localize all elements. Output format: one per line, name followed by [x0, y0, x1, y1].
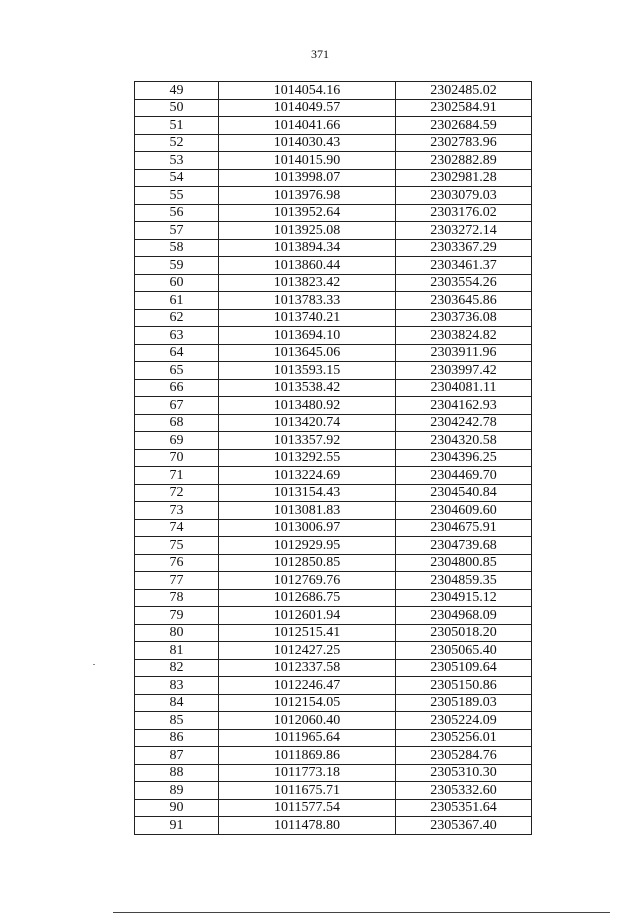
- y-coordinate-cell: 2305065.40: [396, 642, 532, 660]
- point-number-cell: 51: [135, 117, 219, 135]
- point-number-cell: 57: [135, 222, 219, 240]
- table-row: [135, 729, 532, 747]
- point-number-cell: 59: [135, 257, 219, 275]
- point-number-cell: 82: [135, 659, 219, 677]
- x-coordinate-cell: 1013976.98: [219, 187, 396, 205]
- y-coordinate-cell: 2305310.30: [396, 764, 532, 782]
- coordinates-table: [134, 81, 532, 835]
- table-row: [135, 467, 532, 485]
- table-row: [135, 572, 532, 590]
- point-number-cell: 65: [135, 362, 219, 380]
- y-coordinate-cell: 2302783.96: [396, 134, 532, 152]
- table-row: [135, 117, 532, 135]
- y-coordinate-cell: 2303911.96: [396, 344, 532, 362]
- table-row: [135, 257, 532, 275]
- point-number-cell: 85: [135, 712, 219, 730]
- y-coordinate-cell: 2304609.60: [396, 502, 532, 520]
- table-row: [135, 799, 532, 817]
- x-coordinate-cell: 1013952.64: [219, 204, 396, 222]
- point-number-cell: 73: [135, 502, 219, 520]
- x-coordinate-cell: 1012427.25: [219, 642, 396, 660]
- x-coordinate-cell: 1014041.66: [219, 117, 396, 135]
- point-number-cell: 84: [135, 694, 219, 712]
- table-row: [135, 362, 532, 380]
- table-row: [135, 239, 532, 257]
- table-row: [135, 152, 532, 170]
- table-row: [135, 449, 532, 467]
- point-number-cell: 49: [135, 82, 219, 100]
- y-coordinate-cell: 2302981.28: [396, 169, 532, 187]
- table-row: [135, 502, 532, 520]
- point-number-cell: 83: [135, 677, 219, 695]
- x-coordinate-cell: 1013998.07: [219, 169, 396, 187]
- table-row: [135, 169, 532, 187]
- point-number-cell: 58: [135, 239, 219, 257]
- point-number-cell: 68: [135, 414, 219, 432]
- x-coordinate-cell: 1012850.85: [219, 554, 396, 572]
- table-row: [135, 187, 532, 205]
- x-coordinate-cell: 1011869.86: [219, 747, 396, 765]
- table-row: [135, 817, 532, 835]
- table-row: [135, 292, 532, 310]
- table-row: [135, 694, 532, 712]
- table-row: [135, 589, 532, 607]
- point-number-cell: 75: [135, 537, 219, 555]
- x-coordinate-cell: 1014049.57: [219, 99, 396, 117]
- y-coordinate-cell: 2304675.91: [396, 519, 532, 537]
- y-coordinate-cell: 2304800.85: [396, 554, 532, 572]
- point-number-cell: 52: [135, 134, 219, 152]
- y-coordinate-cell: 2304540.84: [396, 484, 532, 502]
- x-coordinate-cell: 1012601.94: [219, 607, 396, 625]
- x-coordinate-cell: 1012686.75: [219, 589, 396, 607]
- x-coordinate-cell: 1014015.90: [219, 152, 396, 170]
- point-number-cell: 50: [135, 99, 219, 117]
- y-coordinate-cell: 2305256.01: [396, 729, 532, 747]
- y-coordinate-cell: 2304915.12: [396, 589, 532, 607]
- x-coordinate-cell: 1012337.58: [219, 659, 396, 677]
- y-coordinate-cell: 2304162.93: [396, 397, 532, 415]
- point-number-cell: 90: [135, 799, 219, 817]
- point-number-cell: 88: [135, 764, 219, 782]
- y-coordinate-cell: 2304242.78: [396, 414, 532, 432]
- x-coordinate-cell: 1011965.64: [219, 729, 396, 747]
- y-coordinate-cell: 2303997.42: [396, 362, 532, 380]
- x-coordinate-cell: 1013925.08: [219, 222, 396, 240]
- x-coordinate-cell: 1012929.95: [219, 537, 396, 555]
- x-coordinate-cell: 1013006.97: [219, 519, 396, 537]
- x-coordinate-cell: 1012515.41: [219, 624, 396, 642]
- point-number-cell: 91: [135, 817, 219, 835]
- point-number-cell: 53: [135, 152, 219, 170]
- x-coordinate-cell: 1014030.43: [219, 134, 396, 152]
- point-number-cell: 76: [135, 554, 219, 572]
- point-number-cell: 79: [135, 607, 219, 625]
- point-number-cell: 74: [135, 519, 219, 537]
- table-row: [135, 344, 532, 362]
- y-coordinate-cell: 2302584.91: [396, 99, 532, 117]
- x-coordinate-cell: 1013154.43: [219, 484, 396, 502]
- point-number-cell: 67: [135, 397, 219, 415]
- x-coordinate-cell: 1013357.92: [219, 432, 396, 450]
- y-coordinate-cell: 2303461.37: [396, 257, 532, 275]
- point-number-cell: 55: [135, 187, 219, 205]
- point-number-cell: 81: [135, 642, 219, 660]
- x-coordinate-cell: 1012060.40: [219, 712, 396, 730]
- x-coordinate-cell: 1013645.06: [219, 344, 396, 362]
- page-number: 371: [311, 47, 329, 61]
- x-coordinate-cell: 1013860.44: [219, 257, 396, 275]
- y-coordinate-cell: 2305332.60: [396, 782, 532, 800]
- x-coordinate-cell: 1013420.74: [219, 414, 396, 432]
- y-coordinate-cell: 2304739.68: [396, 537, 532, 555]
- y-coordinate-cell: 2302485.02: [396, 82, 532, 100]
- table-row: [135, 327, 532, 345]
- y-coordinate-cell: 2305351.64: [396, 799, 532, 817]
- point-number-cell: 86: [135, 729, 219, 747]
- y-coordinate-cell: 2303176.02: [396, 204, 532, 222]
- x-coordinate-cell: 1013823.42: [219, 274, 396, 292]
- y-coordinate-cell: 2302882.89: [396, 152, 532, 170]
- x-coordinate-cell: 1011577.54: [219, 799, 396, 817]
- table-row: [135, 432, 532, 450]
- point-number-cell: 80: [135, 624, 219, 642]
- table-row: [135, 274, 532, 292]
- table-row: [135, 747, 532, 765]
- table-row: [135, 519, 532, 537]
- point-number-cell: 89: [135, 782, 219, 800]
- point-number-cell: 66: [135, 379, 219, 397]
- point-number-cell: 63: [135, 327, 219, 345]
- point-number-cell: 78: [135, 589, 219, 607]
- x-coordinate-cell: 1012154.05: [219, 694, 396, 712]
- x-coordinate-cell: 1013783.33: [219, 292, 396, 310]
- y-coordinate-cell: 2304968.09: [396, 607, 532, 625]
- x-coordinate-cell: 1013740.21: [219, 309, 396, 327]
- x-coordinate-cell: 1012246.47: [219, 677, 396, 695]
- page-bottom-rule: [113, 912, 610, 913]
- y-coordinate-cell: 2304396.25: [396, 449, 532, 467]
- coordinates-table-body: [135, 82, 532, 835]
- x-coordinate-cell: 1013593.15: [219, 362, 396, 380]
- x-coordinate-cell: 1011773.18: [219, 764, 396, 782]
- y-coordinate-cell: 2305224.09: [396, 712, 532, 730]
- table-row: [135, 222, 532, 240]
- y-coordinate-cell: 2305189.03: [396, 694, 532, 712]
- point-number-cell: 77: [135, 572, 219, 590]
- x-coordinate-cell: 1012769.76: [219, 572, 396, 590]
- table-row: [135, 309, 532, 327]
- table-row: [135, 624, 532, 642]
- point-number-cell: 54: [135, 169, 219, 187]
- table-row: [135, 204, 532, 222]
- x-coordinate-cell: 1013694.10: [219, 327, 396, 345]
- y-coordinate-cell: 2305109.64: [396, 659, 532, 677]
- table-row: [135, 764, 532, 782]
- table-row: [135, 379, 532, 397]
- point-number-cell: 56: [135, 204, 219, 222]
- y-coordinate-cell: 2304081.11: [396, 379, 532, 397]
- x-coordinate-cell: 1013894.34: [219, 239, 396, 257]
- table-row: [135, 554, 532, 572]
- x-coordinate-cell: 1011478.80: [219, 817, 396, 835]
- y-coordinate-cell: 2303824.82: [396, 327, 532, 345]
- y-coordinate-cell: 2302684.59: [396, 117, 532, 135]
- x-coordinate-cell: 1013480.92: [219, 397, 396, 415]
- x-coordinate-cell: 1011675.71: [219, 782, 396, 800]
- y-coordinate-cell: 2303645.86: [396, 292, 532, 310]
- point-number-cell: 69: [135, 432, 219, 450]
- y-coordinate-cell: 2303554.26: [396, 274, 532, 292]
- table-row: [135, 537, 532, 555]
- y-coordinate-cell: 2304859.35: [396, 572, 532, 590]
- point-number-cell: 62: [135, 309, 219, 327]
- table-row: [135, 414, 532, 432]
- table-row: [135, 82, 532, 100]
- point-number-cell: 87: [135, 747, 219, 765]
- y-coordinate-cell: 2303079.03: [396, 187, 532, 205]
- table-row: [135, 782, 532, 800]
- table-row: [135, 642, 532, 660]
- x-coordinate-cell: 1014054.16: [219, 82, 396, 100]
- table-row: [135, 712, 532, 730]
- scan-speck: [93, 664, 95, 665]
- point-number-cell: 71: [135, 467, 219, 485]
- point-number-cell: 70: [135, 449, 219, 467]
- table-row: [135, 484, 532, 502]
- y-coordinate-cell: 2303367.29: [396, 239, 532, 257]
- y-coordinate-cell: 2303736.08: [396, 309, 532, 327]
- point-number-cell: 72: [135, 484, 219, 502]
- y-coordinate-cell: 2304469.70: [396, 467, 532, 485]
- y-coordinate-cell: 2303272.14: [396, 222, 532, 240]
- x-coordinate-cell: 1013292.55: [219, 449, 396, 467]
- table-row: [135, 134, 532, 152]
- table-row: [135, 99, 532, 117]
- x-coordinate-cell: 1013081.83: [219, 502, 396, 520]
- x-coordinate-cell: 1013224.69: [219, 467, 396, 485]
- table-row: [135, 659, 532, 677]
- point-number-cell: 64: [135, 344, 219, 362]
- table-row: [135, 397, 532, 415]
- table-row: [135, 607, 532, 625]
- y-coordinate-cell: 2305367.40: [396, 817, 532, 835]
- x-coordinate-cell: 1013538.42: [219, 379, 396, 397]
- point-number-cell: 61: [135, 292, 219, 310]
- y-coordinate-cell: 2305150.86: [396, 677, 532, 695]
- y-coordinate-cell: 2305018.20: [396, 624, 532, 642]
- y-coordinate-cell: 2304320.58: [396, 432, 532, 450]
- table-row: [135, 677, 532, 695]
- point-number-cell: 60: [135, 274, 219, 292]
- y-coordinate-cell: 2305284.76: [396, 747, 532, 765]
